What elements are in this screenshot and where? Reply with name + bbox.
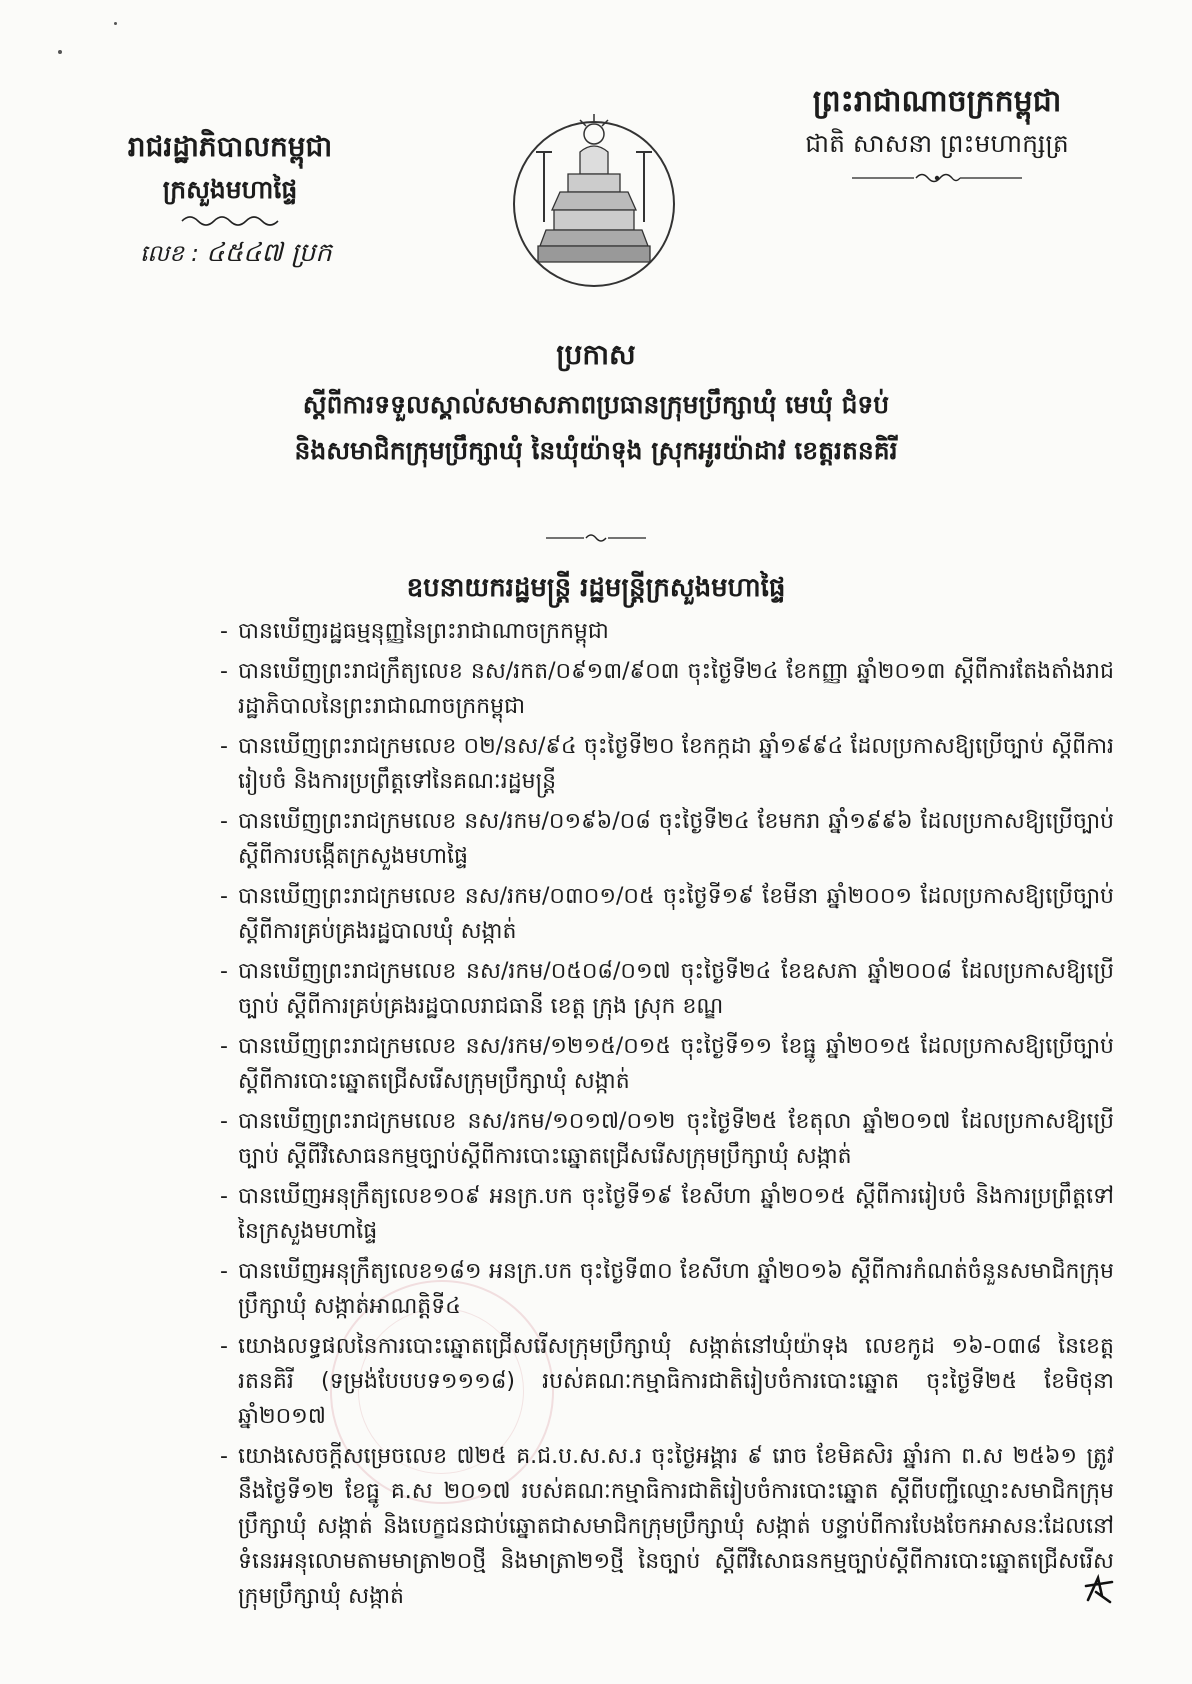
ornament-divider-icon <box>852 170 1022 186</box>
preamble-clause: - បានឃើញអនុក្រឹត្យលេខ១០៩ អនក្រ.បក ចុះថ្ងៃទី១៩ ខែសីហា ឆ្នាំ២០១៥ ស្តីពីការរៀបចំ និងការប្រព្រឹត្តទៅនៃក្រសួងមហាផ្ទៃ <box>220 1184 1114 1244</box>
section-divider-icon <box>546 532 646 544</box>
subject-line: និងសមាជិកក្រុមប្រឹក្សាឃុំ នៃឃុំយ៉ាទុង ស្រុកអូរយ៉ាដាវ ខេត្តរតនគិរី <box>294 436 898 465</box>
scan-speck <box>58 50 62 54</box>
issuing-authority: ឧបនាយករដ្ឋមន្ត្រី រដ្ឋមន្ត្រីក្រសួងមហាផ្ទៃ <box>406 573 786 603</box>
kingdom-title: ព្រះរាជាណាចក្រកម្ពុជា <box>812 84 1062 119</box>
preamble-clause: - បានឃើញព្រះរាជក្រមលេខ នស/រកម/១២១៥/០១៥ ចុះថ្ងៃទី១១ ខែធ្នូ ឆ្នាំ២០១៥ ដែលប្រកាសឱ្យប្រើច្បាប់ ស្តីពីការបោះឆ្នោតជ្រើសរើសក្រុមប្រឹក្សាឃុំ សង្កាត់ <box>220 1034 1114 1094</box>
preamble-clause: - យោងសេចក្តីសម្រេចលេខ ៧២៥ គ.ជ.ប.ស.ស.រ ចុះថ្ងៃអង្គារ ៩ រោច ខែមិគសិរ ឆ្នាំរកា ព.ស ២៥៦១ ត្រូវនឹងថ្ងៃទី១២ ខែធ្នូ គ.ស ២០១៧ របស់គណៈកម្មាធិការជាតិរៀបចំការបោះឆ្នោត ស្តីពីបញ្ជីឈ្មោះសមាជិកក្រុមប្រឹក្សាឃុំ សង្កាត់ និងបេក្ខជនជាប់ឆ្នោតជាសមាជិកក្រុមប្រឹក្សាឃុំ សង្កាត់ បន្ទាប់ពីការបែងចែកអាសនៈដែលនៅទំនេរអនុលោមតាមមាត្រា២០ថ្មី និងមាត្រា២១ថ្មី នៃច្បាប់ ស្តីពីវិសោធនកម្មច្បាប់ស្តីពីការបោះឆ្នោតជ្រើសរើសក្រុមប្រឹក្សាឃុំ សង្កាត់ <box>220 1444 1114 1609</box>
subject-line: ស្តីពីការទទួលស្គាល់សមាសភាពប្រធានក្រុមប្រឹក្សាឃុំ មេឃុំ ជំទប់ <box>302 390 890 419</box>
royal-emblem-icon <box>510 112 678 288</box>
government-title: រាជរដ្ឋាភិបាលកម្ពុជា <box>127 130 333 163</box>
document-type: ប្រកាស <box>556 338 636 371</box>
scan-speck <box>114 22 117 25</box>
preamble-clause: - យោងលទ្ធផលនៃការបោះឆ្នោតជ្រើសរើសក្រុមប្រឹក្សាឃុំ សង្កាត់នៅឃុំយ៉ាទុង លេខកូដ ១៦-០៣៨ នៃខេត្តរតនគិរី (ទម្រង់បែបបទ១១១៨) របស់គណៈកម្មាធិការជាតិរៀបចំការបោះឆ្នោត ចុះថ្ងៃទី២៥ ខែមិថុនា ឆ្នាំ២០១៧ <box>220 1334 1114 1429</box>
reference-value: ៤៥៤៧ ប្រក <box>206 238 332 268</box>
government-header <box>110 128 350 271</box>
preamble-clause: - បានឃើញព្រះរាជក្រមលេខ នស/រកម/១០១៧/០១២ ចុះថ្ងៃទី២៥ ខែតុលា ឆ្នាំ២០១៧ ដែលប្រកាសឱ្យប្រើច្បាប់ ស្តីពីវិសោធនកម្មច្បាប់ស្តីពីការបោះឆ្នោតជ្រើសរើសក្រុមប្រឹក្សាឃុំ សង្កាត់ <box>220 1109 1114 1169</box>
reference-prefix: លេខ : <box>140 241 199 267</box>
preamble-clause: - បានឃើញព្រះរាជក្រមលេខ ០២/នស/៩៤ ចុះថ្ងៃទី២០ ខែកក្កដា ឆ្នាំ១៩៩៤ ដែលប្រកាសឱ្យប្រើច្បាប់ ស្តីពីការរៀបចំ និងការប្រព្រឹត្តទៅនៃគណៈរដ្ឋមន្ត្រី <box>220 734 1114 794</box>
preamble-clause: - បានឃើញព្រះរាជក្រមលេខ នស/រកម/០១៩៦/០៨ ចុះថ្ងៃទី២៤ ខែមករា ឆ្នាំ១៩៩៦ ដែលប្រកាសឱ្យប្រើច្បាប់ ស្តីពីការបង្កើតក្រសួងមហាផ្ទៃ <box>220 809 1114 869</box>
preamble-list <box>220 614 1114 1619</box>
kingdom-motto: ជាតិ សាសនា ព្រះមហាក្សត្រ <box>805 129 1069 158</box>
reference-number <box>110 236 350 271</box>
document-subject <box>150 382 1042 474</box>
kingdom-header <box>787 82 1087 186</box>
preamble-clause: - បានឃើញអនុក្រឹត្យលេខ១៨១ អនក្រ.បក ចុះថ្ងៃទី៣០ ខែសីហា ឆ្នាំ២០១៦ ស្តីពីការកំណត់ចំនួនសមាជិកក្រុមប្រឹក្សាឃុំ សង្កាត់អាណត្តិទី៤ <box>220 1259 1114 1319</box>
preamble-clause: - បានឃើញរដ្ឋធម្មនុញ្ញនៃព្រះរាជាណាចក្រកម្ពុជា <box>220 619 609 644</box>
initial-mark-icon <box>1082 1572 1116 1606</box>
preamble-clause: - បានឃើញព្រះរាជក្រឹត្យលេខ នស/រកត/០៩១៣/៩០៣ ចុះថ្ងៃទី២៤ ខែកញ្ញា ឆ្នាំ២០១៣ ស្តីពីការតែងតាំងរាជរដ្ឋាភិបាលនៃព្រះរាជាណាចក្រកម្ពុជា <box>220 659 1114 719</box>
preamble-clause: - បានឃើញព្រះរាជក្រមលេខ នស/រកម/០៣០១/០៥ ចុះថ្ងៃទី១៩ ខែមីនា ឆ្នាំ២០០១ ដែលប្រកាសឱ្យប្រើច្បាប់ ស្តីពីការគ្រប់គ្រងរដ្ឋបាលឃុំ សង្កាត់ <box>220 884 1114 944</box>
ministry-title: ក្រសួងមហាផ្ទៃ <box>162 175 298 204</box>
ornament-divider-icon <box>180 214 280 228</box>
preamble-clause: - បានឃើញព្រះរាជក្រមលេខ នស/រកម/០៥០៨/០១៧ ចុះថ្ងៃទី២៤ ខែឧសភា ឆ្នាំ២០០៨ ដែលប្រកាសឱ្យប្រើច្បាប់ ស្តីពីការគ្រប់គ្រងរដ្ឋបាលរាជធានី ខេត្ត ក្រុង ស្រុក ខណ្ឌ <box>220 959 1114 1019</box>
